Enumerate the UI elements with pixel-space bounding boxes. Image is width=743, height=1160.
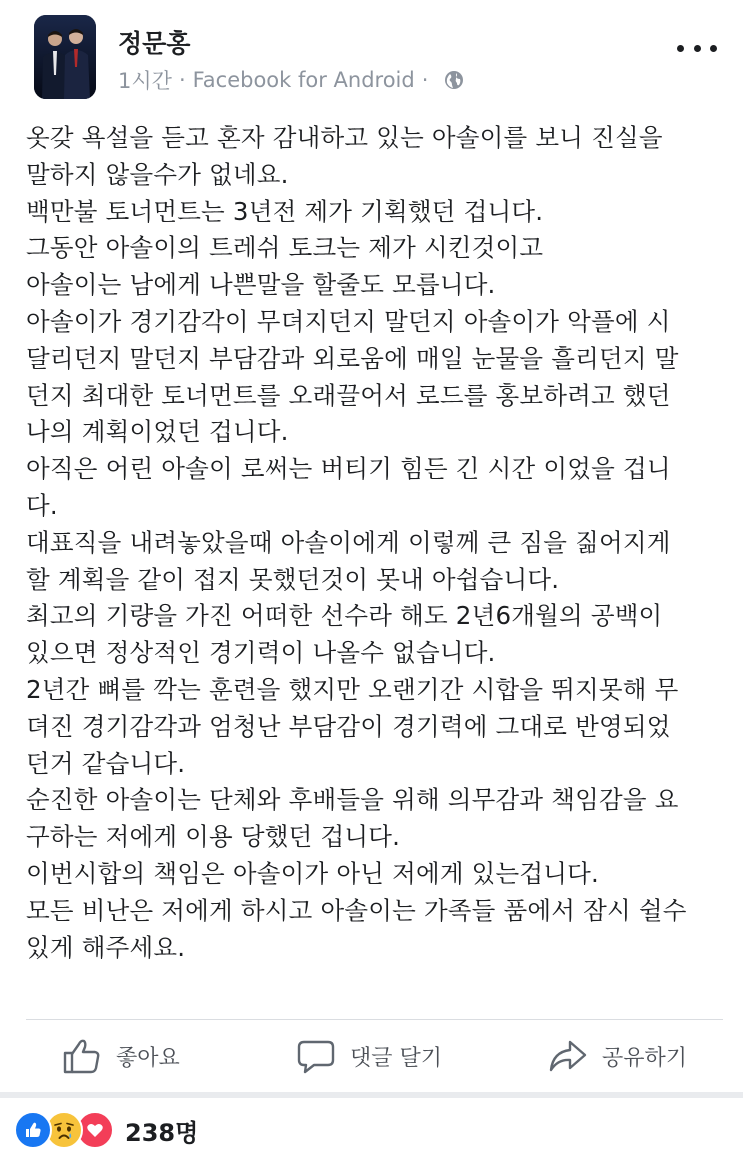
share-label: 공유하기	[602, 1045, 688, 1071]
action-bar	[0, 1023, 743, 1089]
post-text	[26, 120, 722, 966]
like-label: 좋아요	[116, 1045, 180, 1071]
post-text-line: 백만불 토너먼트는 3년전 제가 기획했던 겁니다.	[26, 196, 544, 226]
post-text-line: 다.	[26, 490, 58, 520]
post-text-line: 말하지 않을수가 없네요.	[26, 159, 289, 189]
post-text-line: 순진한 아솔이는 단체와 후배들을 위해 의무감과 책임감을 요	[26, 785, 679, 815]
globe-icon	[444, 70, 464, 90]
post-text-line: 있게 해주세요.	[26, 932, 186, 962]
comment-label: 댓글 달기	[350, 1045, 443, 1071]
meta-separator-2: ·	[421, 68, 429, 92]
reactions-summary[interactable]	[14, 1108, 198, 1152]
avatar[interactable]	[34, 15, 96, 99]
post-text-line: 2년간 뼈를 깍는 훈련을 했지만 오랜기간 시합을 뛰지못해 무	[26, 674, 679, 704]
action-divider	[26, 1019, 723, 1020]
post-text-line: 할 계획을 같이 접지 못했던것이 못내 아쉽습니다.	[26, 564, 560, 594]
post-text-line: 최고의 기량을 가진 어떠한 선수라 해도 2년6개월의 공백이	[26, 601, 663, 631]
author-name[interactable]: 정문홍	[118, 29, 191, 58]
post-text-line: 옷갖 욕설을 듣고 혼자 감내하고 있는 아솔이를 보니 진실을	[26, 123, 663, 152]
post-text-line: 구하는 저에게 이용 당했던 겁니다.	[26, 822, 401, 852]
post-text-line: 뎌진 경기감각과 엄청난 부담감이 경기력에 그대로 반영되었	[26, 711, 671, 741]
comment-icon	[296, 1037, 336, 1075]
post-text-line: 아솔이가 경기감각이 무뎌지던지 말던지 아솔이가 악플에 시	[26, 306, 671, 336]
post-text-line: 나의 계획이었던 겁니다.	[26, 417, 289, 447]
post-text-line: 있으면 정상적인 경기력이 나올수 없습니다.	[26, 638, 496, 668]
post-text-line: 아직은 어린 아솔이 로써는 버티기 힘든 긴 시간 이었을 겁니	[26, 454, 671, 484]
more-options-button[interactable]	[677, 36, 717, 60]
share-button[interactable]	[548, 1023, 687, 1089]
post-text-line: 대표직을 내려놓았을때 아솔이에게 이렇께 큰 짐을 짊어지게	[26, 527, 671, 557]
thumbs-up-icon	[62, 1037, 102, 1075]
like-reaction-icon	[14, 1111, 52, 1149]
post-text-line: 그동안 아솔이의 트레쉬 토크는 제가 시킨것이고	[26, 233, 544, 263]
post-text-line: 던거 같습니다.	[26, 748, 186, 778]
like-button[interactable]	[62, 1023, 180, 1089]
post-source: Facebook for Android	[192, 68, 415, 92]
post-text-line: 달리던지 말던지 부담감과 외로움에 매일 눈물을 흘리던지 말	[26, 343, 679, 373]
post-text-line: 모든 비난은 저에게 하시고 아솔이는 가족들 품에서 잠시 쉴수	[26, 895, 687, 925]
post-header	[0, 0, 743, 110]
comment-button[interactable]	[296, 1023, 442, 1089]
avatar-photo	[34, 15, 96, 99]
post-meta	[118, 65, 464, 95]
reaction-count: 238명	[125, 1118, 199, 1147]
more-dot	[710, 45, 717, 52]
post-text-line: 던지 최대한 토너먼트를 오래끌어서 로드를 홍보하려고 했던	[26, 380, 671, 410]
more-dot	[694, 45, 701, 52]
section-separator	[0, 1092, 743, 1098]
post-text-line: 아솔이는 남에게 나쁜말을 할줄도 모릅니다.	[26, 270, 496, 300]
post-text-line: 이번시합의 책임은 아솔이가 아닌 저에게 있는겁니다.	[26, 858, 599, 888]
more-horizontal-icon	[677, 45, 684, 52]
post-time[interactable]: 1시간	[118, 69, 172, 93]
share-icon	[548, 1037, 588, 1075]
meta-separator: ·	[178, 68, 186, 92]
